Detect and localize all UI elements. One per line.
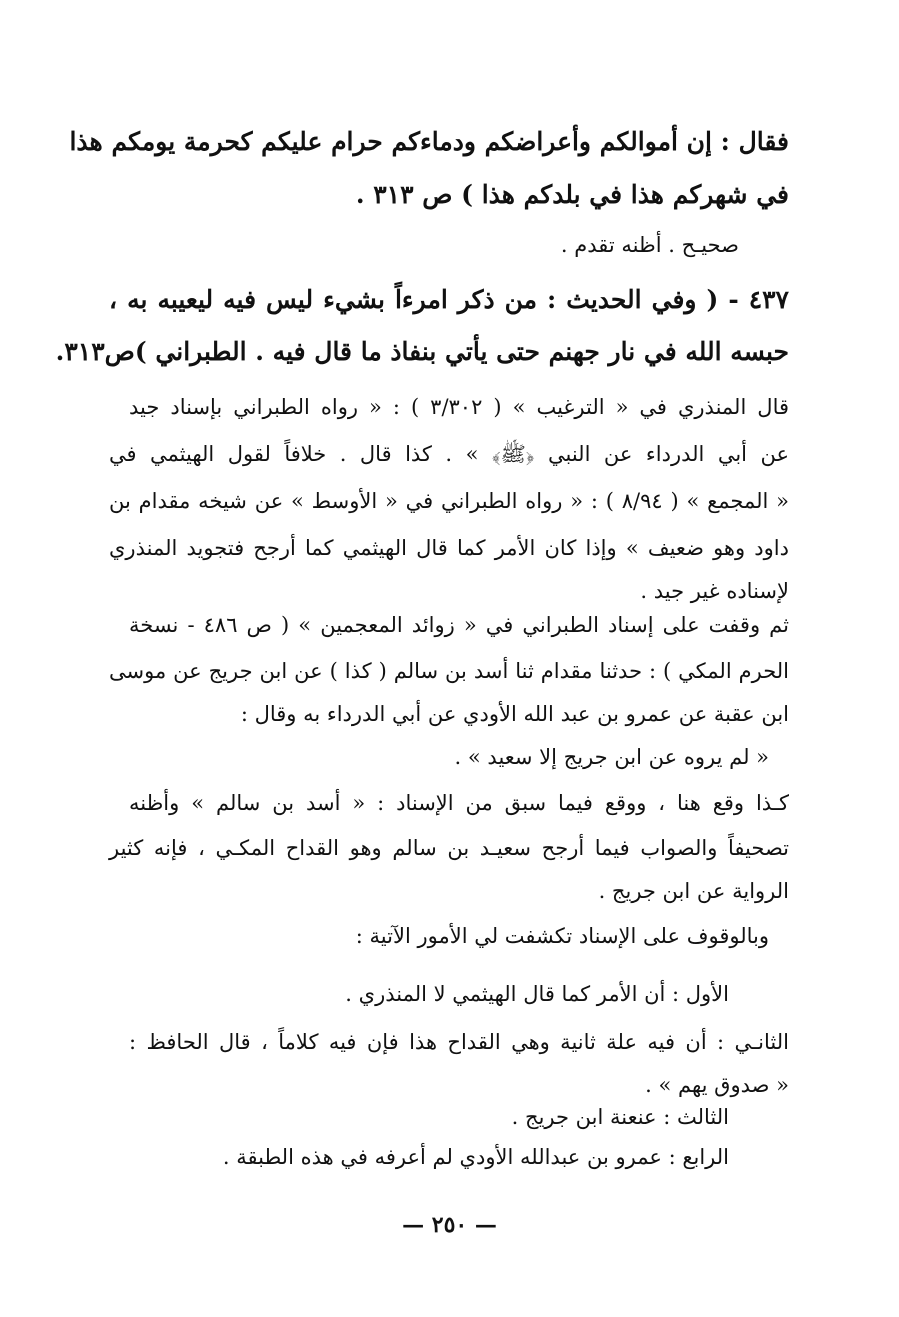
commentary-line-13: وبالوقوف على الإسناد تكشفت لي الأمور الآتية :: [355, 924, 769, 948]
grading-note: صحيـح . أظنه تقدم .: [560, 233, 739, 257]
commentary-line-16: « صدوق يهم » .: [645, 1073, 789, 1097]
commentary-line-14: الأول : أن الأمر كما قال الهيثمي لا المنذري .: [345, 982, 729, 1006]
commentary-line-7: الحرم المكي ) : حدثنا مقدام ثنا أسد بن سالم ( كذا ) عن ابن جريج عن موسى: [109, 659, 789, 683]
hadith-437-line-2: حبسه الله في نار جهنم حتى يأتي بنفاذ ما قال فيه . الطبراني )ص٣١٣.: [55, 337, 789, 366]
commentary-line-18: الرابع : عمرو بن عبدالله الأودي لم أعرفه في هذه الطبقة .: [222, 1145, 729, 1169]
commentary-line-11: تصحيفاً والصواب فيما أرجح سعيـد بن سالم وهو القداح المكـي ، فإنه كثير: [109, 836, 789, 860]
commentary-line-9: « لم يروه عن ابن جريج إلا سعيد » .: [454, 745, 769, 769]
commentary-line-3: « المجمع » ( ٨/٩٤ ) : « رواه الطبراني في « الأوسط » عن شيخه مقدام بن: [109, 489, 790, 513]
commentary-line-17: الثالث : عنعنة ابن جريج .: [511, 1105, 729, 1129]
hadith-text-line-2: في شهركم هذا في بلدكم هذا ) ص ٣١٣ .: [355, 180, 789, 209]
commentary-line-10: كـذا وقع هنا ، ووقع فيما سبق من الإسناد : « أسد بن سالم » وأظنه: [129, 791, 789, 815]
commentary-line-4: داود وهو ضعيف » وإذا كان الأمر كما قال الهيثمي كما أرجح فتجويد المنذري: [109, 536, 789, 560]
commentary-line-1: قال المنذري في « الترغيب » ( ٣/٣٠٢ ) : « رواه الطبراني بإسناد جيد: [129, 395, 790, 419]
page-number: — ٢٥٠ —: [402, 1212, 497, 1238]
commentary-line-6: ثم وقفت على إسناد الطبراني في « زوائد المعجمين » ( ص ٤٨٦ - نسخة: [129, 613, 789, 637]
commentary-line-12: الرواية عن ابن جريج .: [598, 879, 789, 903]
hadith-text-line-1: فقال : إن أموالكم وأعراضكم ودماءكم حرام عليكم كحرمة يومكم هذا: [69, 127, 789, 156]
commentary-line-5: لإسناده غير جيد .: [640, 579, 789, 603]
commentary-line-8: ابن عقبة عن عمرو بن عبد الله الأودي عن أبي الدرداء به وقال :: [240, 702, 789, 726]
commentary-line-15: الثانـي : أن فيه علة ثانية وهي القداح هذا فإن فيه كلاماً ، قال الحافظ :: [129, 1030, 789, 1054]
hadith-437-line-1: ٤٣٧ - ( وفي الحديث : من ذكر امرءاً بشيء ليس فيه ليعيبه به ،: [109, 285, 789, 314]
commentary-line-2: عن أبي الدرداء عن النبي ﴿ﷺ﴾ » . كذا قال . خلافاً لقول الهيثمي في: [109, 442, 789, 466]
